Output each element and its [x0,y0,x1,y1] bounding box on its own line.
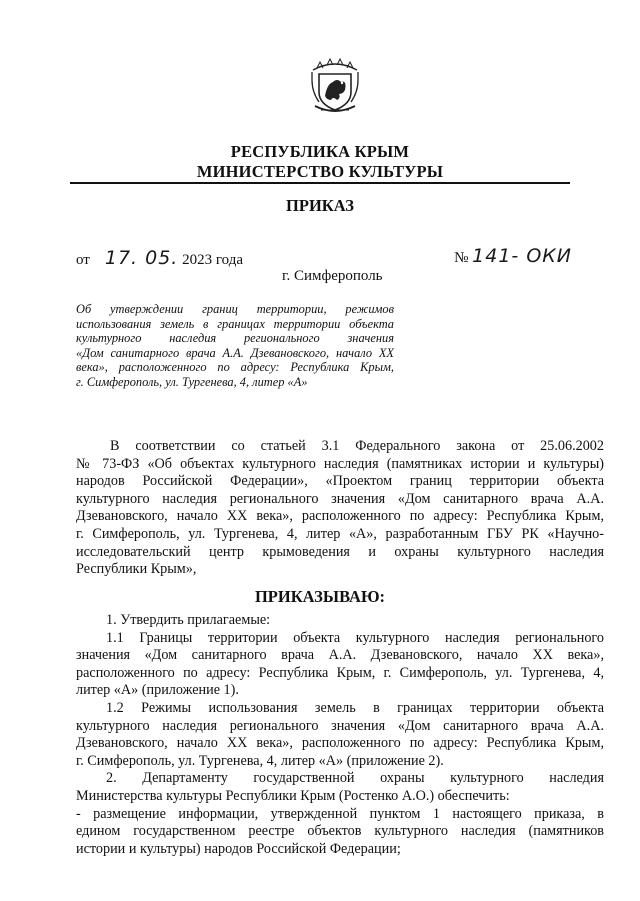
subject-line: г. Симферополь, ул. Тургенева, 4, литер «А» [76,374,308,389]
preamble-paragraph [76,438,604,579]
item-line: г. Симферополь, ул. Тургенева, 4, литер «А» (приложение 2). [76,752,444,769]
republic-title: РЕСПУБЛИКА КРЫМ [230,142,410,161]
item-line: Дзевановского, начало XX века», расположенного по адресу: Республика Крым, [76,735,604,752]
number-prefix: № [454,250,469,266]
date-handwritten: 17. 05. [104,247,179,269]
item-line: истории и культуры) народов Российской Федерации; [76,840,401,857]
order-date [76,247,243,269]
preamble-line: № 73-ФЗ «Об объектах культурного наследия (памятниках истории и культуры) [76,455,604,472]
preamble-line: исследовательский центр крымоведения и охраны культурного наследия [76,543,604,560]
preamble-line: народов Российской Федерации», «Проектом границ территории объекта [76,473,604,490]
preamble-line: В соответствии со статьей 3.1 Федерального закона от 25.06.2002 [110,438,604,454]
subject-line: Об утверждении границ территории, режимов [76,302,394,316]
coat-of-arms-icon [307,56,363,118]
subject-line: использования земель в границах территории объекта [76,316,394,331]
subject-line: культурного наследия регионального значения [76,331,394,346]
subject-line: «Дом санитарного врача А.А. Дзевановского, начало XX [76,345,394,360]
date-prefix: от [76,252,90,268]
item-line: Министерства культуры Республики Крым (Ростенко А.О.) обеспечить: [76,787,510,804]
item-line: культурного наследия регионального значения «Дом санитарного врача А.А. [76,717,604,734]
document-title: ПРИКАЗ [286,196,354,215]
header-divider [70,182,570,184]
item-line: 1.2 Режимы использования земель в границах территории объекта [106,699,604,716]
number-handwritten: 141- ОКИ [472,245,572,267]
orders-heading: ПРИКАЗЫВАЮ: [254,587,386,606]
item-line: едином государственном реестре объектов культурного наследия (памятников [76,823,604,840]
subject-line: века», расположенного по адресу: Республика Крым, [76,360,394,375]
item-line: - размещение информации, утвержденной пунктом 1 настоящего приказа, в [76,805,604,822]
item-line: 1. Утвердить прилагаемые: [106,612,271,628]
order-number [454,245,572,267]
preamble-line: г. Симферополь, ул. Тургенева, 4, литер «А», разработанным ГБУ РК «Научно- [76,525,604,542]
order-items [76,612,604,858]
item-line: литер «А» (приложение 1). [76,682,239,699]
date-suffix: 2023 года [182,252,243,268]
item-line: 2. Департаменту государственной охраны культурного наследия [106,770,604,787]
city-line: г. Симферополь [282,268,383,284]
preamble-line: Республики Крым», [76,561,197,578]
item-line: значения «Дом санитарного врача А.А. Дзевановского, начало XX века», [76,647,604,664]
item-line: расположенного по адресу: Республика Крым, г. Симферополь, ул. Тургенева, 4, [76,664,604,681]
ministry-title: МИНИСТЕРСТВО КУЛЬТУРЫ [196,162,444,181]
preamble-line: культурного наследия регионального значения «Дом санитарного врача А.А. [76,490,604,507]
preamble-line: Дзевановского, начало XX века», расположенного по адресу: Республика Крым, [76,508,604,525]
order-subject [76,302,394,390]
item-line: 1.1 Границы территории объекта культурного наследия регионального [106,629,604,646]
